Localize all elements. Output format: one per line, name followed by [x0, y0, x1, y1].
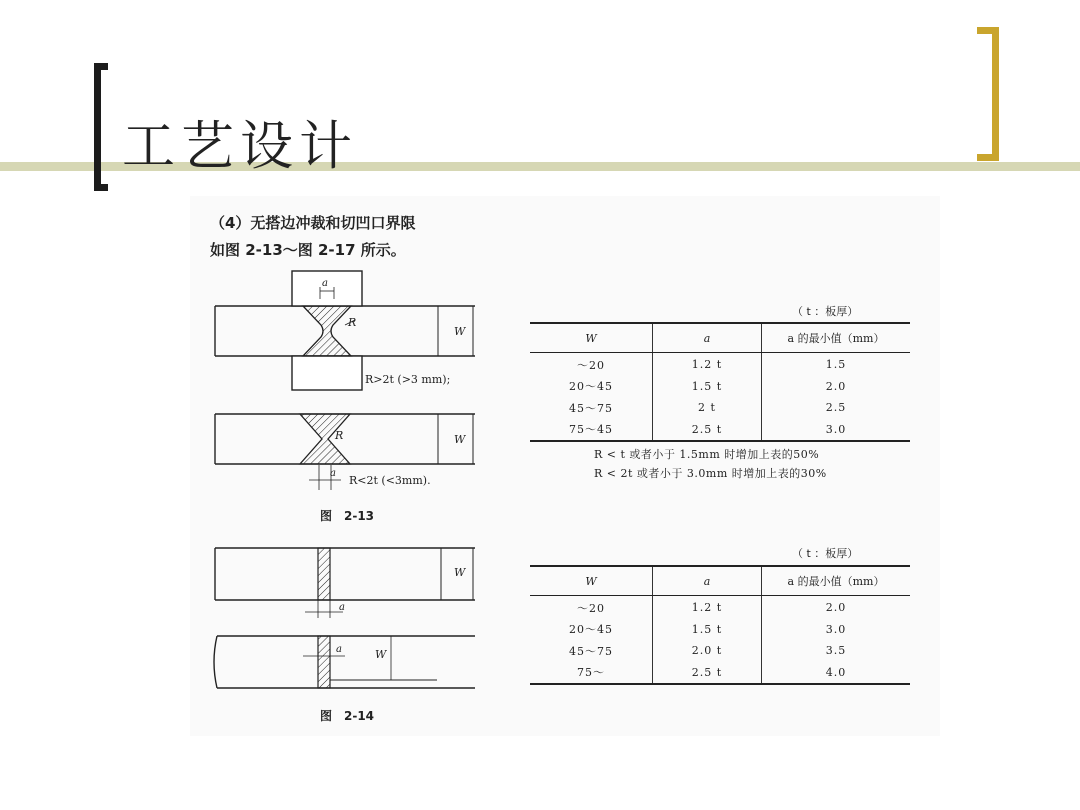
- fig14-label-w-bottom: W: [375, 648, 387, 661]
- fig13-label-r-bottom: R: [335, 429, 344, 442]
- fig13-label-r-top: R: [348, 316, 357, 329]
- table-row: [530, 640, 910, 662]
- table2-cell: 3.0: [825, 622, 847, 636]
- table2-cell: 2.0: [825, 601, 847, 615]
- table-row: [530, 353, 910, 376]
- left-bracket-decoration: [94, 63, 108, 191]
- table1-remark2: R < 2t 或者小于 3.0mm 时增加上表的30%: [594, 467, 827, 480]
- table1-cell: 3.0: [762, 419, 911, 442]
- table-row: [530, 662, 910, 685]
- table1-cell: 2.0: [825, 379, 847, 393]
- table-row: [530, 376, 910, 398]
- table1-cell: 20～45: [530, 376, 653, 398]
- table1-cell: ～20: [530, 353, 653, 376]
- fig14-label-w-top: W: [454, 566, 466, 579]
- table2-cell: ～20: [530, 596, 653, 619]
- table2-header-a: a: [653, 566, 762, 596]
- table1-remark1: R < t 或者小于 1.5mm 时增加上表的50%: [594, 448, 820, 461]
- table1-note: （ t ：板厚）: [792, 305, 859, 318]
- table2-cell: 75～: [530, 662, 653, 685]
- slide-title: 工艺设计: [122, 116, 358, 177]
- table2-cell: 4.0: [762, 662, 911, 685]
- figure-2-14-diagram: [205, 540, 485, 690]
- table1-cell: 2.5 t: [653, 419, 762, 442]
- section-heading-line2: 如图 2-13～图 2-17 所示。: [210, 241, 406, 259]
- table2-header-row: [530, 566, 910, 596]
- table1-header-a: a: [653, 323, 762, 353]
- table1-cell: 75～45: [530, 419, 653, 442]
- right-bracket-decoration: [977, 27, 999, 161]
- table1-header-row: [530, 323, 910, 353]
- fig13-label-w-top: W: [454, 325, 466, 338]
- table2-note: （ t ：板厚）: [792, 547, 859, 560]
- table2: [530, 565, 910, 685]
- table2-cell: 45～75: [530, 640, 653, 662]
- table1-cell: 1.2 t: [653, 353, 762, 376]
- fig13-label-a-bottom: a: [330, 468, 336, 479]
- section-heading-line1: （4）无搭边冲裁和切凹口界限: [210, 214, 416, 232]
- fig13-condition-bottom: R<2t (<3mm).: [349, 474, 431, 487]
- fig14-label-a-mid: a: [339, 602, 345, 613]
- table-row: [530, 596, 910, 619]
- table1: [530, 322, 910, 442]
- table2-cell: 20～45: [530, 619, 653, 641]
- fig13-label-w-bottom: W: [454, 433, 466, 446]
- table2-header-w: W: [530, 566, 653, 596]
- fig13-condition-top: R>2t (>3 mm);: [365, 373, 451, 386]
- table-row: [530, 419, 910, 442]
- table2-cell: 3.5: [825, 644, 847, 658]
- table2-cell: 2.0 t: [653, 640, 762, 662]
- figure-2-13-diagram: [205, 265, 485, 495]
- fig14-label-a-bottom: a: [336, 644, 342, 655]
- table2-header-min: a 的最小值（mm）: [762, 566, 911, 596]
- table-row: [530, 619, 910, 641]
- table2-cell: 2.5 t: [653, 662, 762, 685]
- table2-cell: 1.2 t: [653, 596, 762, 619]
- table1-cell: 1.5 t: [653, 376, 762, 398]
- table1-cell: 1.5: [825, 358, 847, 372]
- table2-cell: 1.5 t: [653, 619, 762, 641]
- table1-header-min: a 的最小值（mm）: [762, 323, 911, 353]
- table1-cell: 45～75: [530, 397, 653, 419]
- table1-cell: 2.5: [825, 401, 847, 415]
- section-heading: [210, 210, 415, 264]
- fig13-label-a-top: a: [322, 278, 328, 289]
- table1-cell: 2 t: [653, 397, 762, 419]
- table1-header-w: W: [530, 323, 653, 353]
- figure-2-13-caption: 图 2-13: [320, 509, 375, 523]
- table-row: [530, 397, 910, 419]
- figure-2-14-caption: 图 2-14: [320, 709, 375, 723]
